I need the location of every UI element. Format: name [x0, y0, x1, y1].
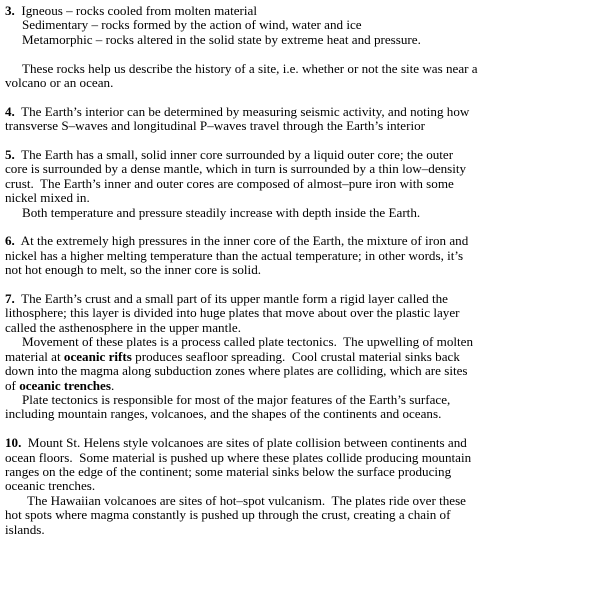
section-7-line-1: 7. The Earth’s crust and a small part of its upper mantle form a rigid layer called the	[5, 291, 448, 307]
section-3-line-1: 3. Igneous – rocks cooled from molten material	[5, 3, 257, 18]
section-number: 3.	[5, 3, 15, 18]
section-4-line-1: 4. The Earth’s interior can be determined by measuring seismic activity, and noting how	[5, 103, 470, 119]
section-7-line-3: called the asthenosphere in the upper mantle.	[5, 319, 241, 335]
section-10	[5, 436, 583, 537]
section-7-line-4: Movement of these plates is a process called plate tectonics. The upwelling of molten	[22, 334, 473, 350]
section-7-line-8: Plate tectonics is responsible for most of the major features of the Earth’s surface,	[22, 391, 451, 407]
section-7-line-7: of oceanic trenches.	[5, 377, 115, 393]
section-3-blank-line	[5, 47, 583, 61]
section-7-line-5: material at oceanic rifts produces seafloor spreading. Cool crustal material sinks back	[5, 348, 460, 364]
section-10-line-5: The Hawaiian volcanoes are sites of hot–spot vulcanism. The plates ride over these	[27, 492, 466, 508]
section-3-line-3: Metamorphic – rocks altered in the solid state by extreme heat and pressure.	[22, 31, 421, 47]
section-5-line-2: core is surrounded by a dense mantle, which in turn is surrounded by a thin low–density	[5, 161, 467, 177]
section-6-line-2: nickel has a higher melting temperature than the actual temperature; in other words, it’s	[5, 247, 464, 263]
section-10-line-4: oceanic trenches.	[5, 478, 96, 494]
term-oceanic-trenches: oceanic trenches	[19, 377, 111, 393]
section-10-line-6: hot spots where magma constantly is pushed up through the crust, creating a chain of	[5, 507, 451, 523]
section-3-line-6: volcano or an ocean.	[5, 75, 114, 91]
section-4	[5, 105, 583, 134]
section-number: 5.	[5, 147, 15, 163]
section-3-line-2: Sedimentary – rocks formed by the action of wind, water and ice	[22, 17, 362, 33]
section-7-line-9: including mountain ranges, volcanoes, and the shapes of the continents and oceans.	[5, 406, 442, 422]
section-10-line-7: islands.	[5, 521, 45, 537]
section-10-line-3: ranges on the edge of the continent; some material sinks below the surface producing	[5, 463, 452, 479]
section-6-line-1: 6. At the extremely high pressures in the inner core of the Earth, the mixture of iron and	[5, 233, 469, 249]
section-10-line-2: ocean floors. Some material is pushed up where these plates collide producing mountain	[5, 449, 472, 465]
section-7	[5, 292, 583, 422]
section-5	[5, 148, 583, 220]
section-10-line-1: 10. Mount St. Helens style volcanoes are sites of plate collision between continents and	[5, 435, 467, 451]
section-7-line-6: down into the magma along subduction zones where plates are colliding, which are sites	[5, 363, 468, 379]
section-3-line-5: These rocks help us describe the history of a site, i.e. whether or not the site was near a	[22, 60, 478, 76]
section-number: 6.	[5, 233, 15, 249]
section-number: 7.	[5, 291, 15, 307]
section-4-line-2: transverse S–waves and longitudinal P–waves travel through the Earth’s interior	[5, 118, 425, 134]
section-3	[5, 4, 583, 90]
section-7-line-2: lithosphere; this layer is divided into huge plates that move about over the plastic layer	[5, 305, 460, 321]
section-5-line-1: 5. The Earth has a small, solid inner core surrounded by a liquid outer core; the outer	[5, 147, 454, 163]
section-6	[5, 234, 583, 277]
section-5-line-5: Both temperature and pressure steadily increase with depth inside the Earth.	[22, 204, 421, 220]
section-number: 10.	[5, 435, 22, 451]
section-6-line-3: not hot enough to melt, so the inner core is solid.	[5, 262, 262, 278]
section-number: 4.	[5, 103, 15, 119]
term-oceanic-rifts: oceanic rifts	[63, 348, 132, 364]
section-5-line-4: nickel mixed in.	[5, 190, 90, 206]
section-5-line-3: crust. The Earth’s inner and outer cores are composed of almost–pure iron with some	[5, 175, 454, 191]
